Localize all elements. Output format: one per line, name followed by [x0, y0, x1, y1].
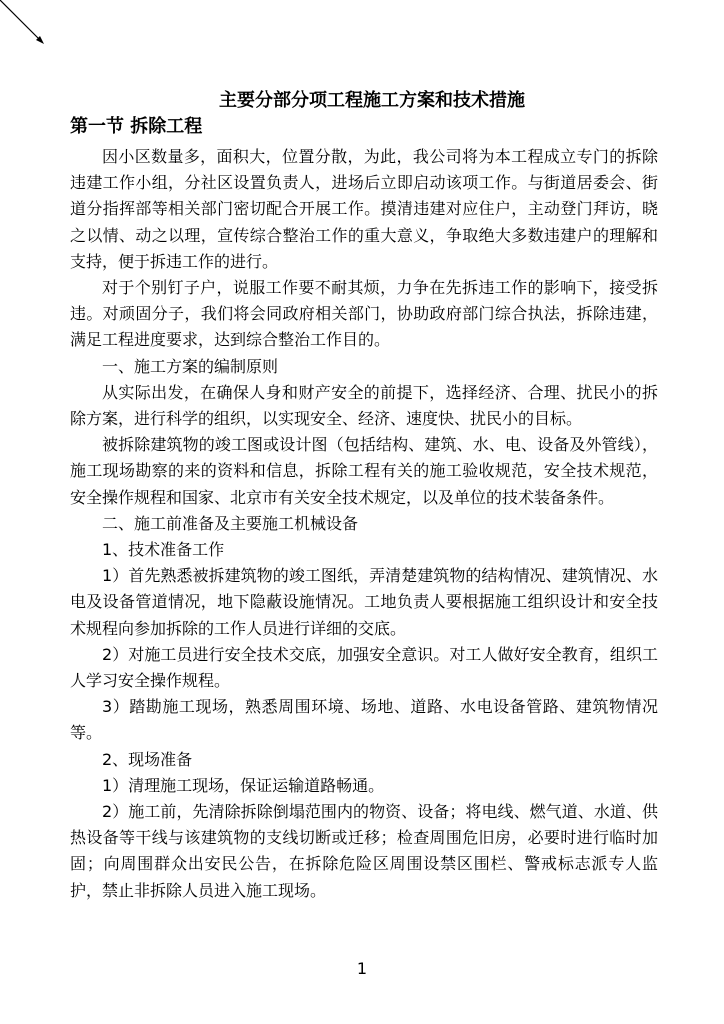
- paragraph: 3）踏勘施工现场，熟悉周围环境、场地、道路、水电设备管路、建筑物情况等。: [70, 697, 658, 743]
- paragraph: 1）清理施工现场，保证运输道路畅通。: [102, 775, 385, 795]
- paragraph: 从实际出发，在确保人身和财产安全的前提下，选择经济、合理、扰民小的拆除方案，进行科学的组织，以实现安全、经济、速度快、扰民小的目标。: [70, 382, 658, 429]
- paragraph: 2）施工前，先清除拆除倒塌范围内的物资、设备；将电线、燃气道、水道、供热设备等干线与该建筑物的支线切断或迁移；检查周围危旧房，必要时进行临时加固；向周围群众出安民公告，在拆除危险区周围设禁区围栏、警戒标志派专人监护，禁止非拆除人员进入施工现场。: [70, 802, 658, 900]
- paragraph: 被拆除建筑物的竣工图或设计图（包括结构、建筑、水、电、设备及外管线），施工现场勘察的来的资料和信息，拆除工程有关的施工验收规范，安全技术规范，安全操作规程和国家、北京市有关安全技术规定，以及单位的技术装备条件。: [70, 435, 658, 507]
- paragraph: 因小区数量多，面积大，位置分散，为此，我公司将为本工程成立专门的拆除违建工作小组，分社区设置负责人，进场后立即启动该项工作。与街道居委会、街道分指挥部等相关部门密切配合开展工作。摸清违建对应住户，主动登门拜访，晓之以情、动之以理，宣传综合整治工作的重大意义，争取绝大多数违建户的理解和支持，便于拆违工作的进行。: [70, 147, 658, 271]
- page-number: 1: [356, 959, 368, 978]
- document-title: 主要分部分项工程施工方案和技术措施: [219, 90, 525, 111]
- paragraph: 对于个别钉子户，说服工作要不耐其烦，力争在先拆违工作的影响下，接受拆违。对顽固分子，我们将会同政府相关部门，协助政府部门综合执法，拆除违建，满足工程进度要求，达到综合整治工作目的。: [70, 278, 658, 350]
- subheading: 2、现场准备: [102, 749, 193, 769]
- section-heading: 第一节 拆除工程: [70, 116, 203, 137]
- subheading: 二、施工前准备及主要施工机械设备: [102, 513, 359, 533]
- paragraph: 2）对施工员进行安全技术交底，加强安全意识。对工人做好安全教育，组织工人学习安全操作规程。: [70, 644, 658, 691]
- document-page: [70, 88, 658, 904]
- corner-arrow-icon: [0, 0, 50, 50]
- paragraph: 1）首先熟悉被拆建筑物的竣工图纸，弄清楚建筑物的结构情况、建筑情况、水电及设备管道情况，地下隐蔽设施情况。工地负责人要根据施工组织设计和安全技术规程向参加拆除的工作人员进行详细的交底。: [70, 566, 658, 638]
- subheading: 1、技术准备工作: [102, 540, 225, 560]
- subheading: 一、施工方案的编制原则: [102, 356, 279, 376]
